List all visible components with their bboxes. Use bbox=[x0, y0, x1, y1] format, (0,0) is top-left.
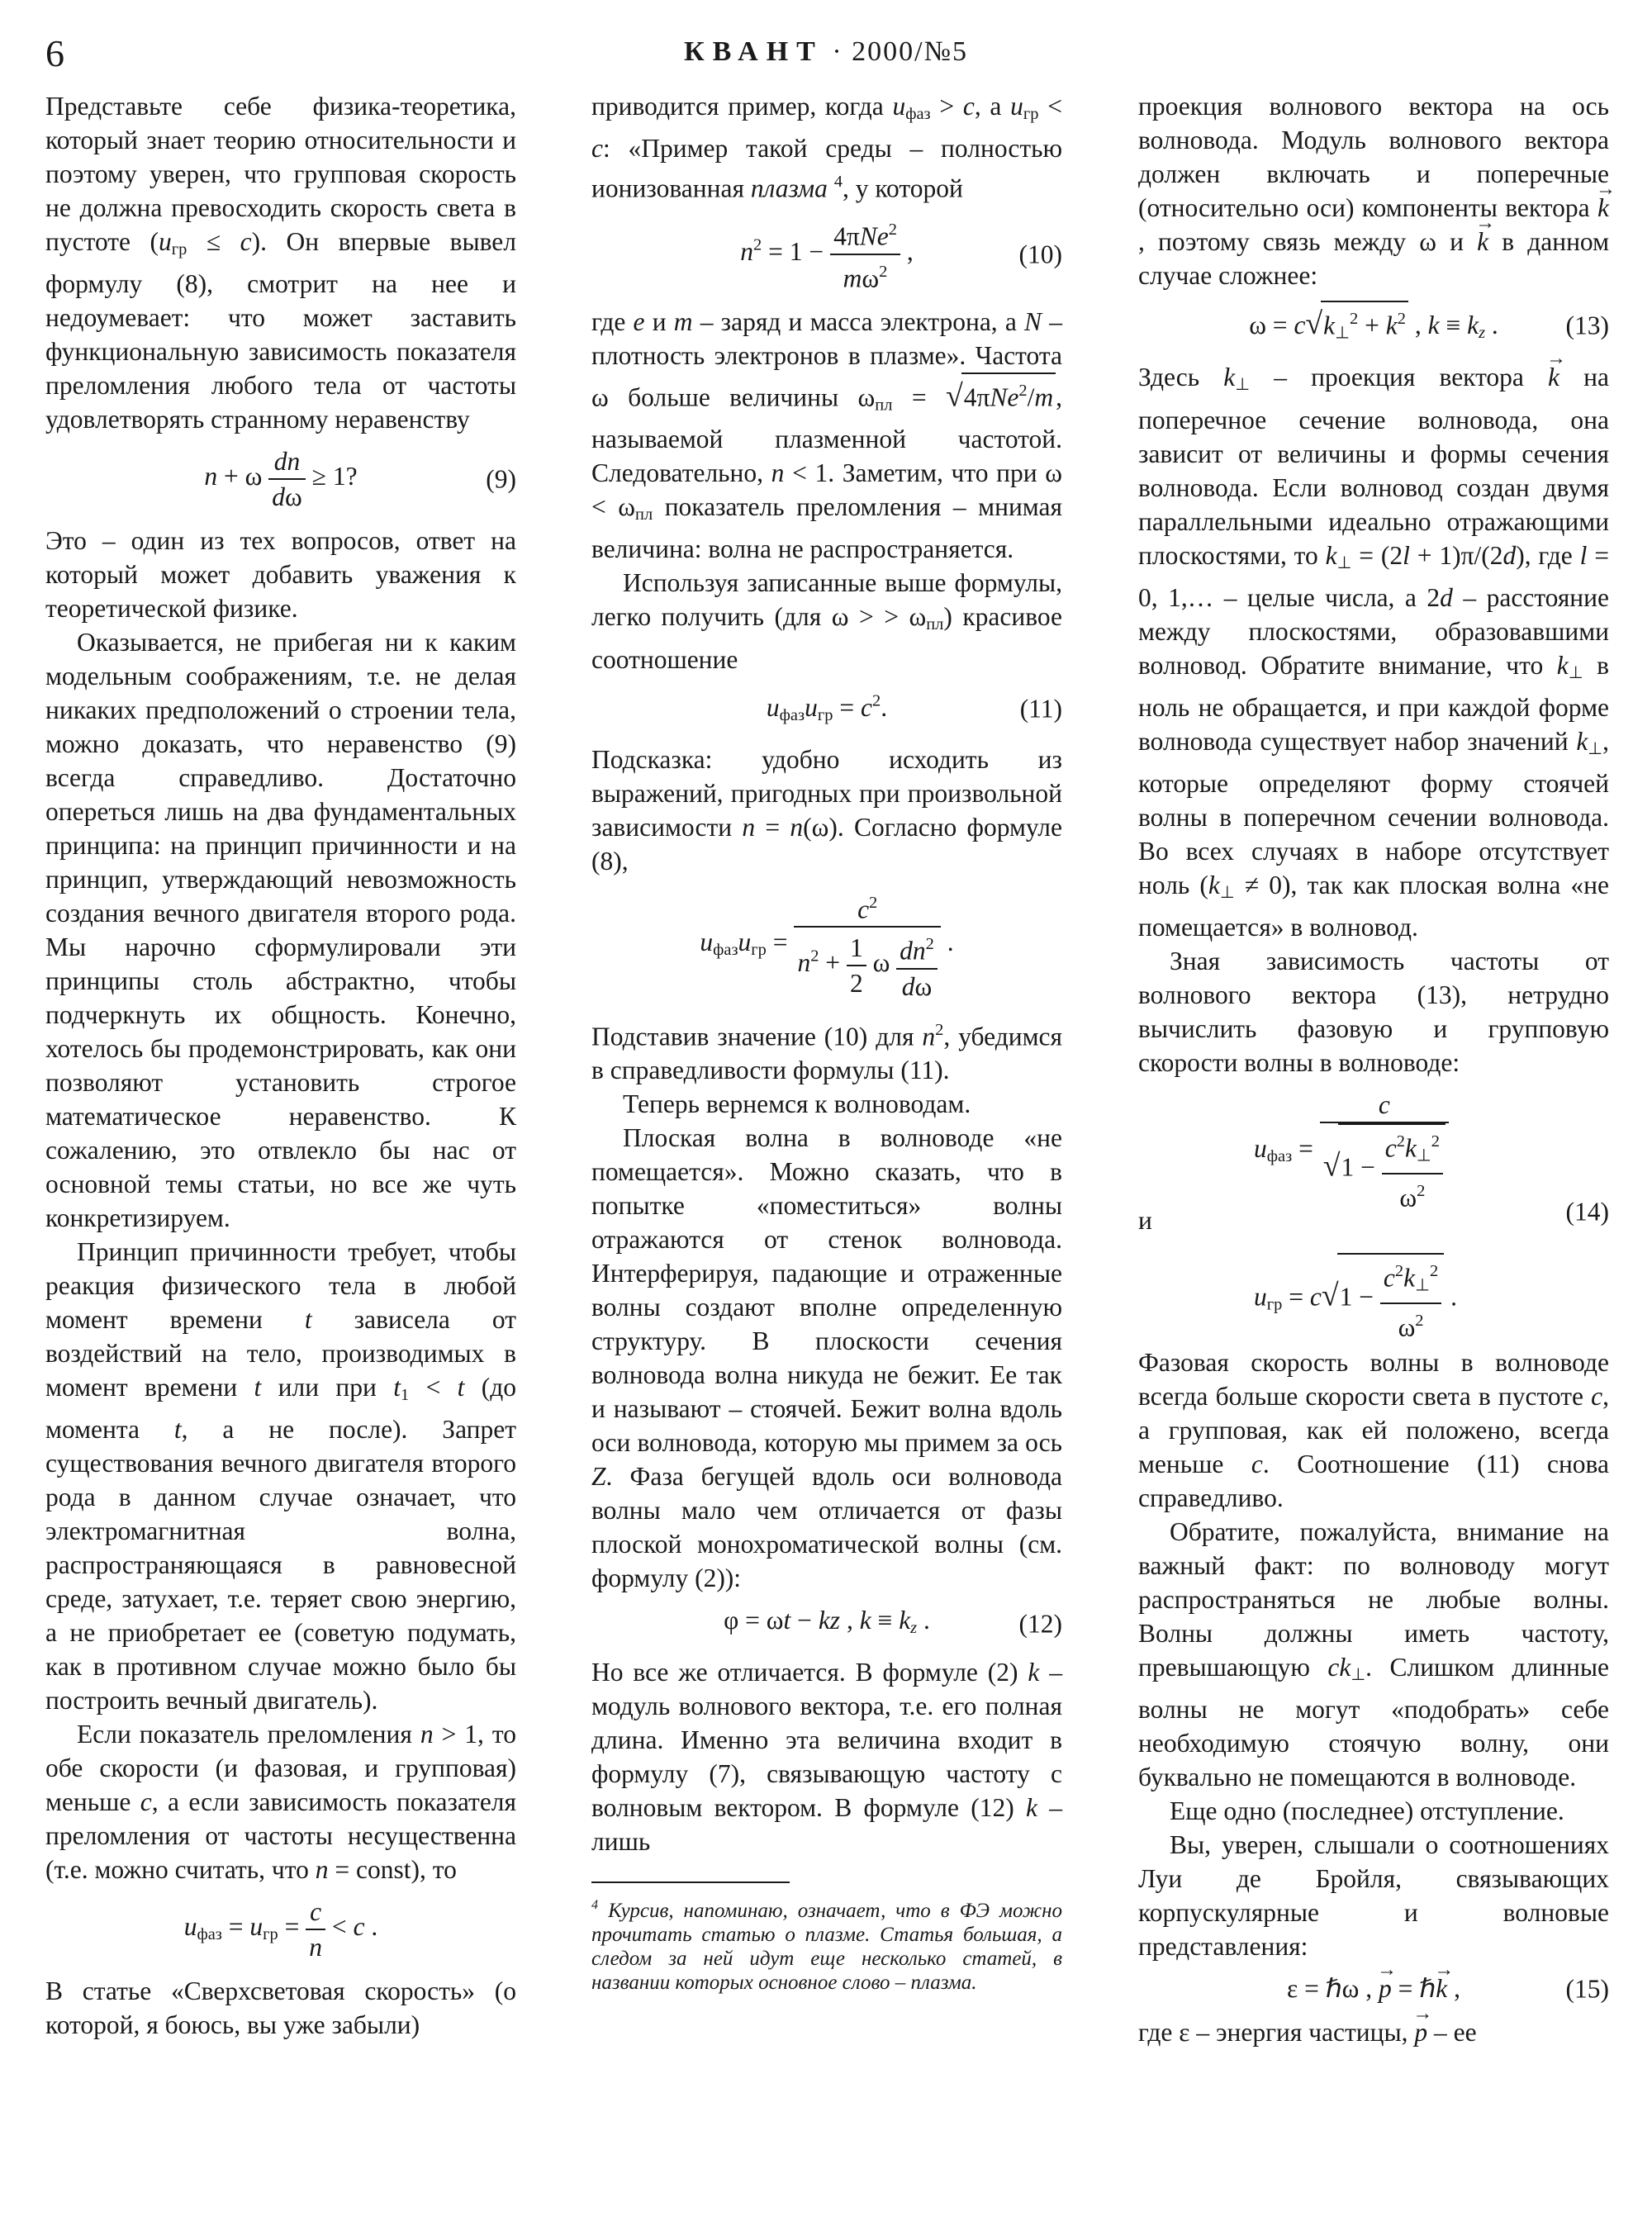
equation-9: n + ω $\frac{dn}{d\omega}$ ≥ 1? (9) bbox=[45, 444, 516, 514]
column-2 bbox=[591, 89, 1062, 1995]
equation-13: $\omega = c√k_\perp^2 + k^2$ , $k \equiv k_z$ . (13) bbox=[1138, 301, 1609, 350]
paragraph: Здесь $k_\perp$ – проекция вектора → k на поперечное сечение волновода, она зависит от величины и формы сечения волновода. Если волновод создан двумя параллельными идеально отражающими плоскостями, то $k_\perp = (2l + 1)\pi/(2d)$, где l = 0, 1,… – целые числа, а 2d – расстояние между плоскостями, образовавшими волновод. Обратите внимание, что $k_\perp$ в ноль не обращается, и при каждой форме волновода существует набор значений $k_\perp$, которые определяют форму стоячей волны в поперечном сечении волновода. Во всех случаях в наборе отсутствует ноль $(k_\perp \ne 0)$, так как плоская волна «не помещается» в волновод. bbox=[1138, 360, 1609, 944]
paragraph: Оказывается, не прибегая ни к каким модельным соображениям, т.е. не делая никаких предположений о строении тела, можно доказать, что неравенство (9) всегда справедливо. Достаточно опереться лишь на два фундаментальных принципа: на принцип причинности и на принцип, утверждающий невозможность создания вечного двигателя второго рода. Мы нарочно сформулировали эти принципы столь абстрактно, чтобы подчеркнуть их общность. Конечно, хотелось бы продемонстрировать, как они позволяют установить строгое математическое неравенство. К сожалению, это отвлекло бы нас от основной темы статьи, но все же чуть конкретизируем. bbox=[45, 628, 516, 1233]
paragraph: Используя записанные выше формулы, легко получить (для ω > > $\omega_{пл}$) красивое соотношение bbox=[591, 568, 1062, 674]
equation-phase-group: $u_{фаз} = u_{гр}$ = $\frac{c}{n}$ < c . bbox=[45, 1895, 516, 1964]
equation-10: $n^2 = 1$ − $\frac{4\pi Ne^2}{m\omega^2}$ , (10) bbox=[591, 213, 1062, 295]
journal-title: КВАНТ bbox=[683, 36, 824, 67]
paragraph: Фазовая скорость волны в волноводе всегда больше скорости света в пустоте c, а групповая, как ей положено, всегда меньше c. Соотношение (11) снова справедливо. bbox=[1138, 1347, 1610, 1512]
column-1 bbox=[45, 89, 516, 2042]
running-head bbox=[0, 36, 1652, 68]
paragraph: Если показатель преломления n > 1, то обе скорости (и фазовая, и групповая) меньше c, а если зависимость показателя преломления от частоты несущественна (т.е. можно считать, что n = const), то bbox=[45, 1720, 517, 1885]
paragraph: Подсказка: удобно исходить из выражений, пригодных при произвольной зависимости n = n(ω). Согласно формуле (8), bbox=[591, 744, 1062, 875]
paragraph: проекция волнового вектора на ось волновода. Модуль волнового вектора должен включать и поперечные (относительно оси) компоненты вектора → k, поэтому связь между ω и → k в данном случае сложнее: bbox=[1138, 89, 1609, 292]
paragraph: где e и m – заряд и масса электрона, а N – плотность электронов в плазме». Частота ω больше величины $\omega_{пл} = √4\pi Ne^2/m$, называемой плазменной частотой. Следовательно, n < 1. Заметим, что при $\omega < \omega_{пл}$ показатель преломления – мнимая величина: волна не распространяется. bbox=[591, 306, 1063, 564]
paragraph: Плоская волна в волноводе «не помещается». Можно сказать, что в попытке «поместиться» волны отражаются от стенок волновода. Интерферируя, падающие и отраженные волны создают вполне определенную структуру. В плоскости сечения волновода волна никуда не бежит. Ее так и называют – стоячей. Бежит волна вдоль оси волновода, которую мы примем за ось Z. Фаза бегущей вдоль оси волновода волны мало чем отличается от фазы плоской монохроматической волны (см. формулу (2)): bbox=[591, 1122, 1062, 1592]
paragraph: Обратите, пожалуйста, внимание на важный факт: по волноводу могут распространяться не любые волны. Волны должны иметь частоту, превышающую $ck_\perp$. Слишком длинные волны не могут «подобрать» себе необходимую стоячую волну, они буквально не помещаются в волноводе. bbox=[1138, 1516, 1609, 1792]
paragraph: В статье «Сверхсветовая скорость» (о которой, я боюсь, вы уже забыли) bbox=[45, 1976, 516, 2040]
column-3 bbox=[1138, 89, 1609, 2049]
paragraph: Принцип причинности требует, чтобы реакция физического тела в любой момент времени t зависела от воздействий на тело, производимых в момент времени t или при $t_1 < t$ (до момента t, а не после). Запрет существования вечного двигателя второго рода в данном случае означает, что электромагнитная волна, распространяющаяся в равновесной среде, затухает, т.е. теряет свою энергию, а не приобретает ее (советую подумать, как в противном случае можно было бы построить вечный двигатель). bbox=[45, 1237, 517, 1715]
footnote: $^4$ Курсив, напоминаю, означает, что в ФЭ можно прочитать статью о плазме. Статья большая, а следом за ней идут еще несколько статей, в названии которых основное слово – плазма. bbox=[591, 1896, 1062, 1994]
paragraph: Еще одно (последнее) отступление. bbox=[1170, 1796, 1564, 1826]
equation-12: φ = ωt − kz , $k \equiv k_z$ . (12) bbox=[724, 1605, 1062, 1639]
equation-11: $u_{фаз}u_{гр} = c^2$. (11) bbox=[766, 691, 1062, 724]
equation-product: $u_{фаз}u_{гр}$ = $c^2$ $n^2$ + $\frac{1}{2}$ ω $\frac{dn^2}{d\omega}$ . bbox=[591, 886, 1062, 1004]
paragraph: где ε – энергия частицы, → p – ее bbox=[1138, 2015, 1609, 2049]
paragraph: Зная зависимость частоты от волнового вектора (13), нетрудно вычислить фазовую и групповую скорости волны в волноводе: bbox=[1138, 946, 1609, 1077]
issue-number: · 2000/№5 bbox=[832, 36, 969, 67]
paragraph: Это – один из тех вопросов, ответ на который может добавить уважения к теоретической физике. bbox=[45, 526, 516, 624]
footnote-rule bbox=[591, 1881, 790, 1883]
paragraph: Теперь вернемся к волноводам. bbox=[623, 1089, 971, 1118]
paragraph: Представьте себе физика-теоретика, который знает теорию относительности и поэтому уверен, что групповая скорость не должна превосходить скорость света в пустоте $(u_{гр} \le c)$. Он впервые вывел формулу (8), смотрит на нее и недоумевает: что может заставить функциональную зависимость показателя преломления любого тела от частоты удовлетворять странному неравенству bbox=[45, 92, 516, 434]
equation-14: $u_{фаз}$ = c √1 − $\frac{c^2k_\perp^2}{\omega^2}$ и (14) $u_{гр} = c√1$ − $\frac{c^2k_\perp^2}{\omega^2}$ . bbox=[1138, 1088, 1609, 1336]
equation-15: ε = ℏω , → p = ℏ→ k , (15) bbox=[1138, 1972, 1609, 2005]
paragraph: Вы, уверен, слышали о соотношениях Луи де Бройля, связывающих корпускулярные и волновые представления: bbox=[1138, 1830, 1609, 1962]
paragraph: Подставив значение (10) для $n^2$, убедимся в справедливости формулы (11). bbox=[591, 1020, 1062, 1084]
paragraph: приводится пример, когда $u_{фаз} > c$, а $u_{гр} < c$: «Пример такой среды – полностью ионизованная плазма $^4$, у которой bbox=[591, 92, 1062, 203]
page-number: 6 bbox=[45, 32, 64, 74]
paragraph: Но все же отличается. В формуле (2) k – модуль волнового вектора, т.е. его полная длина. Именно эта величина входит в формулу (7), связывающую частоту с волновым вектором. В формуле (12) k – лишь bbox=[591, 1657, 1063, 1856]
